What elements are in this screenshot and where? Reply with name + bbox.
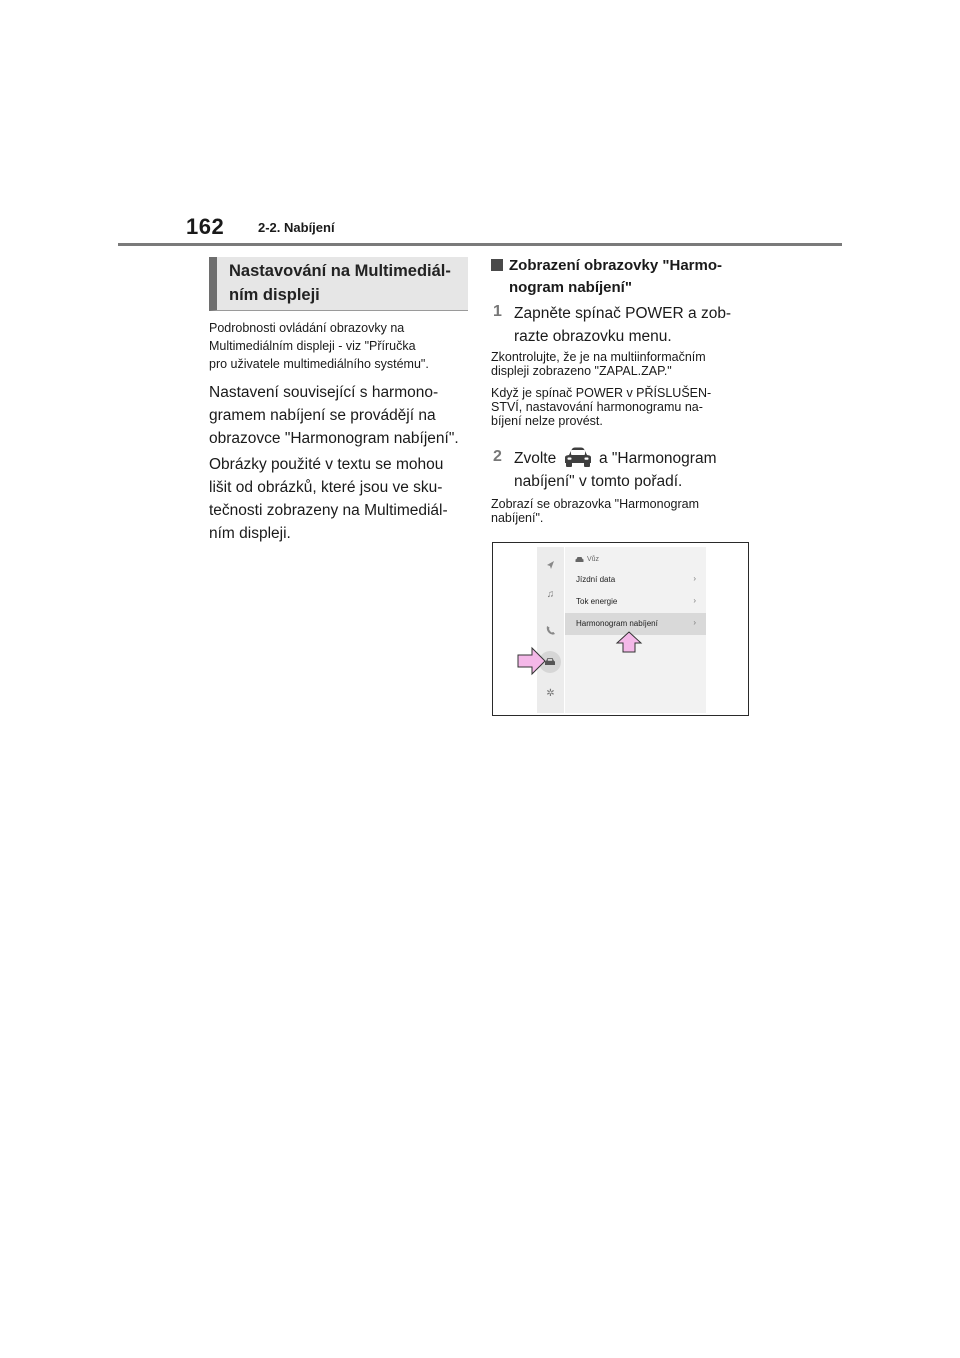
paragraph-line: gramem nabíjení se provádějí na [209, 407, 436, 424]
chevron-right-icon: › [693, 618, 696, 627]
car-icon [563, 446, 593, 468]
note-line: displeji zobrazeno "ZAPAL.ZAP." [491, 364, 672, 378]
header-divider [118, 243, 842, 246]
paragraph-line: obrazovce "Harmonogram nabíjení". [209, 430, 459, 447]
vehicle-menu [565, 547, 706, 713]
note-line: Multimediálním displeji - viz "Příručka [209, 339, 416, 353]
menu-item-label: Jízdní data [576, 575, 616, 584]
paragraph-line: Nastavení související s harmono- [209, 384, 439, 401]
note-line: Zobrazí se obrazovka "Harmonogram [491, 497, 699, 511]
section-heading [209, 257, 468, 311]
note-line: Podrobnosti ovládání obrazovky na [209, 321, 405, 335]
menu-item-tok-energie[interactable] [565, 591, 706, 613]
pointer-arrow-right-icon [517, 646, 547, 676]
settings-icon[interactable]: ✲ [546, 688, 555, 699]
menu-item-label: Harmonogram nabíjení [576, 619, 658, 628]
step-number: 1 [493, 303, 502, 320]
music-icon[interactable]: ♫ [546, 589, 555, 600]
step-text: nabíjení" v tomto pořadí. [514, 473, 683, 490]
heading-line-2: ním displeji [229, 286, 320, 304]
page-number: 162 [186, 214, 225, 239]
paragraph-line: tečnosti zobrazeny na Multimediál- [209, 502, 448, 519]
step-text: Zapněte spínač POWER a zob- [514, 305, 732, 322]
menu-header: Vůz [587, 556, 600, 563]
chevron-right-icon: › [693, 574, 696, 583]
step-number: 2 [493, 448, 502, 465]
paragraph-line: ním displeji. [209, 525, 291, 542]
step-text: Zvolte [514, 450, 557, 467]
square-bullet-icon [491, 259, 503, 271]
menu-item-label: Tok energie [576, 597, 618, 606]
navigation-icon[interactable] [537, 559, 564, 571]
car-icon [575, 556, 584, 563]
chevron-right-icon: › [693, 596, 696, 605]
subheading-line-2: nogram nabíjení" [509, 279, 632, 296]
note-line: pro uživatele multimediálního systému". [209, 357, 429, 371]
section-title: 2-2. Nabíjení [258, 220, 335, 235]
step-text: a "Harmonogram [599, 450, 717, 467]
subheading [491, 257, 722, 274]
heading-line-1: Nastavování na Multimediál- [229, 262, 451, 280]
note-line: Když je spínač POWER v PŘÍSLUŠEN- [491, 386, 712, 400]
note-line: nabíjení". [491, 511, 544, 525]
subheading-line-1: Zobrazení obrazovky "Harmo- [509, 257, 722, 274]
paragraph-line: Obrázky použité v textu se mohou [209, 456, 444, 473]
phone-icon[interactable] [537, 624, 564, 636]
step-text: razte obrazovku menu. [514, 328, 672, 345]
menu-item-jizdni-data[interactable] [565, 569, 706, 591]
note-line: STVÍ, nastavování harmonogramu na- [491, 400, 703, 414]
note-line: bíjení nelze provést. [491, 414, 603, 428]
multimedia-screen-illustration [492, 542, 749, 716]
pointer-arrow-up-icon [615, 631, 643, 653]
note-line: Zkontrolujte, že je na multiinformačním [491, 350, 706, 364]
side-rail [537, 547, 564, 713]
paragraph-line: lišit od obrázků, které jsou ve sku- [209, 479, 443, 496]
